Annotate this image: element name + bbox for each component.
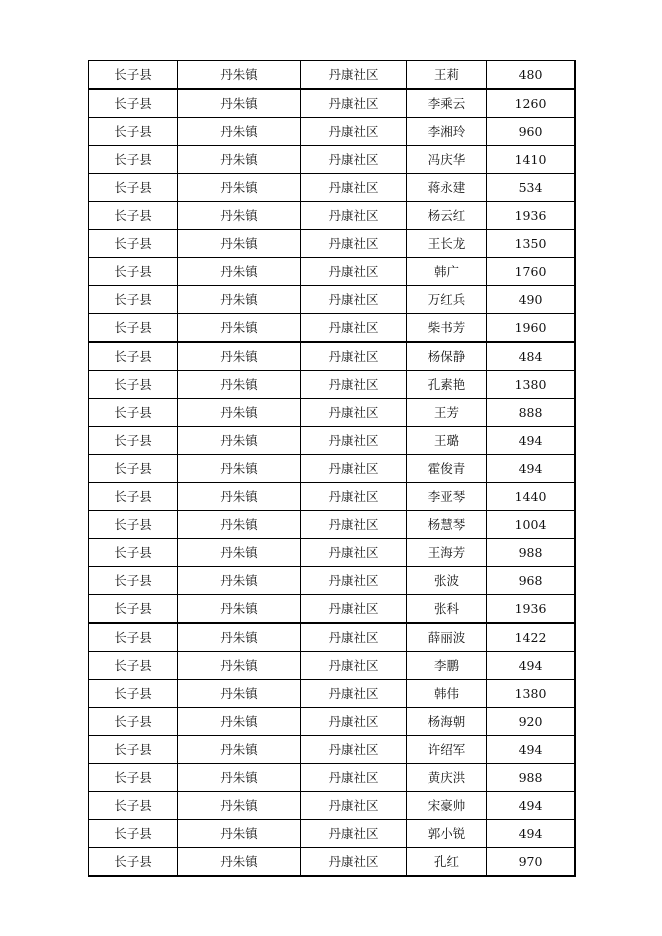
table-row — [89, 230, 576, 258]
cell-town: 丹朱镇 — [178, 89, 301, 118]
cell-county: 长子县 — [89, 792, 178, 820]
cell-amount: 494 — [487, 820, 576, 848]
cell-county: 长子县 — [89, 483, 178, 511]
cell-community: 丹康社区 — [301, 792, 407, 820]
cell-name: 王璐 — [407, 427, 487, 455]
cell-community: 丹康社区 — [301, 820, 407, 848]
cell-town: 丹朱镇 — [178, 118, 301, 146]
cell-county: 长子县 — [89, 595, 178, 624]
cell-name: 万红兵 — [407, 286, 487, 314]
cell-town: 丹朱镇 — [178, 146, 301, 174]
cell-town: 丹朱镇 — [178, 427, 301, 455]
cell-name: 孔红 — [407, 848, 487, 877]
table-row — [89, 399, 576, 427]
cell-county: 长子县 — [89, 342, 178, 371]
cell-county: 长子县 — [89, 89, 178, 118]
cell-county: 长子县 — [89, 652, 178, 680]
cell-county: 长子县 — [89, 736, 178, 764]
cell-county: 长子县 — [89, 146, 178, 174]
cell-county: 长子县 — [89, 371, 178, 399]
table-row — [89, 595, 576, 624]
cell-community: 丹康社区 — [301, 202, 407, 230]
cell-town: 丹朱镇 — [178, 230, 301, 258]
cell-town: 丹朱镇 — [178, 539, 301, 567]
cell-county: 长子县 — [89, 286, 178, 314]
cell-amount: 1936 — [487, 595, 576, 624]
table-body — [89, 61, 576, 877]
cell-town: 丹朱镇 — [178, 61, 301, 90]
cell-county: 长子县 — [89, 820, 178, 848]
cell-community: 丹康社区 — [301, 736, 407, 764]
cell-county: 长子县 — [89, 623, 178, 652]
cell-community: 丹康社区 — [301, 595, 407, 624]
cell-county: 长子县 — [89, 708, 178, 736]
cell-name: 薛丽波 — [407, 623, 487, 652]
table-row — [89, 567, 576, 595]
table-row — [89, 427, 576, 455]
table-row — [89, 652, 576, 680]
cell-name: 王海芳 — [407, 539, 487, 567]
cell-county: 长子县 — [89, 61, 178, 90]
cell-town: 丹朱镇 — [178, 286, 301, 314]
cell-amount: 534 — [487, 174, 576, 202]
cell-amount: 494 — [487, 455, 576, 483]
cell-community: 丹康社区 — [301, 230, 407, 258]
cell-name: 杨海朝 — [407, 708, 487, 736]
cell-community: 丹康社区 — [301, 314, 407, 343]
cell-amount: 970 — [487, 848, 576, 877]
table-row — [89, 174, 576, 202]
table-row — [89, 371, 576, 399]
table-row — [89, 146, 576, 174]
cell-amount: 1936 — [487, 202, 576, 230]
cell-town: 丹朱镇 — [178, 258, 301, 286]
table-row — [89, 258, 576, 286]
cell-amount: 920 — [487, 708, 576, 736]
cell-name: 宋豪帅 — [407, 792, 487, 820]
cell-county: 长子县 — [89, 848, 178, 877]
cell-amount: 960 — [487, 118, 576, 146]
cell-name: 李乘云 — [407, 89, 487, 118]
table-row — [89, 61, 576, 90]
table-row — [89, 736, 576, 764]
table-row — [89, 118, 576, 146]
cell-name: 张波 — [407, 567, 487, 595]
cell-county: 长子县 — [89, 680, 178, 708]
cell-amount: 1380 — [487, 680, 576, 708]
cell-county: 长子县 — [89, 314, 178, 343]
cell-name: 蒋永建 — [407, 174, 487, 202]
cell-amount: 1350 — [487, 230, 576, 258]
cell-town: 丹朱镇 — [178, 483, 301, 511]
cell-community: 丹康社区 — [301, 455, 407, 483]
cell-amount: 988 — [487, 539, 576, 567]
cell-county: 长子县 — [89, 511, 178, 539]
cell-community: 丹康社区 — [301, 286, 407, 314]
cell-community: 丹康社区 — [301, 427, 407, 455]
cell-amount: 494 — [487, 652, 576, 680]
cell-town: 丹朱镇 — [178, 511, 301, 539]
cell-town: 丹朱镇 — [178, 820, 301, 848]
cell-county: 长子县 — [89, 539, 178, 567]
cell-amount: 490 — [487, 286, 576, 314]
table-row — [89, 483, 576, 511]
cell-town: 丹朱镇 — [178, 595, 301, 624]
cell-name: 冯庆华 — [407, 146, 487, 174]
cell-amount: 1260 — [487, 89, 576, 118]
cell-amount: 888 — [487, 399, 576, 427]
cell-community: 丹康社区 — [301, 89, 407, 118]
cell-community: 丹康社区 — [301, 399, 407, 427]
cell-name: 郭小锐 — [407, 820, 487, 848]
cell-county: 长子县 — [89, 174, 178, 202]
table-row — [89, 792, 576, 820]
cell-name: 李湘玲 — [407, 118, 487, 146]
cell-name: 黄庆洪 — [407, 764, 487, 792]
cell-town: 丹朱镇 — [178, 314, 301, 343]
cell-community: 丹康社区 — [301, 708, 407, 736]
cell-community: 丹康社区 — [301, 174, 407, 202]
cell-name: 韩广 — [407, 258, 487, 286]
cell-name: 柴书芳 — [407, 314, 487, 343]
cell-town: 丹朱镇 — [178, 792, 301, 820]
cell-amount: 968 — [487, 567, 576, 595]
cell-community: 丹康社区 — [301, 623, 407, 652]
table-row — [89, 708, 576, 736]
cell-name: 王莉 — [407, 61, 487, 90]
cell-town: 丹朱镇 — [178, 567, 301, 595]
cell-county: 长子县 — [89, 455, 178, 483]
cell-name: 王长龙 — [407, 230, 487, 258]
cell-community: 丹康社区 — [301, 118, 407, 146]
cell-amount: 494 — [487, 792, 576, 820]
cell-amount: 1760 — [487, 258, 576, 286]
cell-community: 丹康社区 — [301, 539, 407, 567]
cell-town: 丹朱镇 — [178, 708, 301, 736]
cell-community: 丹康社区 — [301, 511, 407, 539]
cell-amount: 1960 — [487, 314, 576, 343]
cell-community: 丹康社区 — [301, 371, 407, 399]
cell-town: 丹朱镇 — [178, 680, 301, 708]
cell-community: 丹康社区 — [301, 764, 407, 792]
cell-amount: 484 — [487, 342, 576, 371]
table-row — [89, 314, 576, 343]
cell-amount: 1380 — [487, 371, 576, 399]
cell-town: 丹朱镇 — [178, 623, 301, 652]
cell-amount: 1440 — [487, 483, 576, 511]
table-row — [89, 764, 576, 792]
table-row — [89, 539, 576, 567]
cell-amount: 1004 — [487, 511, 576, 539]
cell-amount: 480 — [487, 61, 576, 90]
cell-county: 长子县 — [89, 427, 178, 455]
cell-county: 长子县 — [89, 118, 178, 146]
cell-amount: 1422 — [487, 623, 576, 652]
cell-town: 丹朱镇 — [178, 764, 301, 792]
cell-name: 张科 — [407, 595, 487, 624]
table-row — [89, 286, 576, 314]
cell-community: 丹康社区 — [301, 258, 407, 286]
cell-amount: 494 — [487, 427, 576, 455]
cell-community: 丹康社区 — [301, 342, 407, 371]
cell-name: 许绍军 — [407, 736, 487, 764]
cell-community: 丹康社区 — [301, 61, 407, 90]
cell-town: 丹朱镇 — [178, 174, 301, 202]
cell-amount: 494 — [487, 736, 576, 764]
cell-county: 长子县 — [89, 230, 178, 258]
table-row — [89, 511, 576, 539]
cell-town: 丹朱镇 — [178, 342, 301, 371]
cell-town: 丹朱镇 — [178, 399, 301, 427]
cell-community: 丹康社区 — [301, 483, 407, 511]
table-row — [89, 680, 576, 708]
cell-town: 丹朱镇 — [178, 652, 301, 680]
table-row — [89, 848, 576, 877]
cell-name: 李亚琴 — [407, 483, 487, 511]
cell-town: 丹朱镇 — [178, 848, 301, 877]
cell-name: 李鹏 — [407, 652, 487, 680]
cell-county: 长子县 — [89, 567, 178, 595]
cell-town: 丹朱镇 — [178, 202, 301, 230]
table-row — [89, 89, 576, 118]
cell-name: 霍俊青 — [407, 455, 487, 483]
table-row — [89, 820, 576, 848]
table-row — [89, 202, 576, 230]
cell-community: 丹康社区 — [301, 146, 407, 174]
cell-community: 丹康社区 — [301, 567, 407, 595]
cell-town: 丹朱镇 — [178, 736, 301, 764]
table-row — [89, 455, 576, 483]
cell-town: 丹朱镇 — [178, 371, 301, 399]
cell-community: 丹康社区 — [301, 848, 407, 877]
table-row — [89, 623, 576, 652]
cell-county: 长子县 — [89, 399, 178, 427]
table-row — [89, 342, 576, 371]
cell-name: 韩伟 — [407, 680, 487, 708]
cell-name: 杨慧琴 — [407, 511, 487, 539]
cell-town: 丹朱镇 — [178, 455, 301, 483]
cell-name: 王芳 — [407, 399, 487, 427]
cell-name: 孔素艳 — [407, 371, 487, 399]
cell-community: 丹康社区 — [301, 652, 407, 680]
cell-county: 长子县 — [89, 764, 178, 792]
cell-amount: 1410 — [487, 146, 576, 174]
cell-name: 杨云红 — [407, 202, 487, 230]
cell-amount: 988 — [487, 764, 576, 792]
cell-county: 长子县 — [89, 258, 178, 286]
cell-name: 杨保静 — [407, 342, 487, 371]
cell-county: 长子县 — [89, 202, 178, 230]
data-table — [88, 60, 576, 877]
cell-community: 丹康社区 — [301, 680, 407, 708]
